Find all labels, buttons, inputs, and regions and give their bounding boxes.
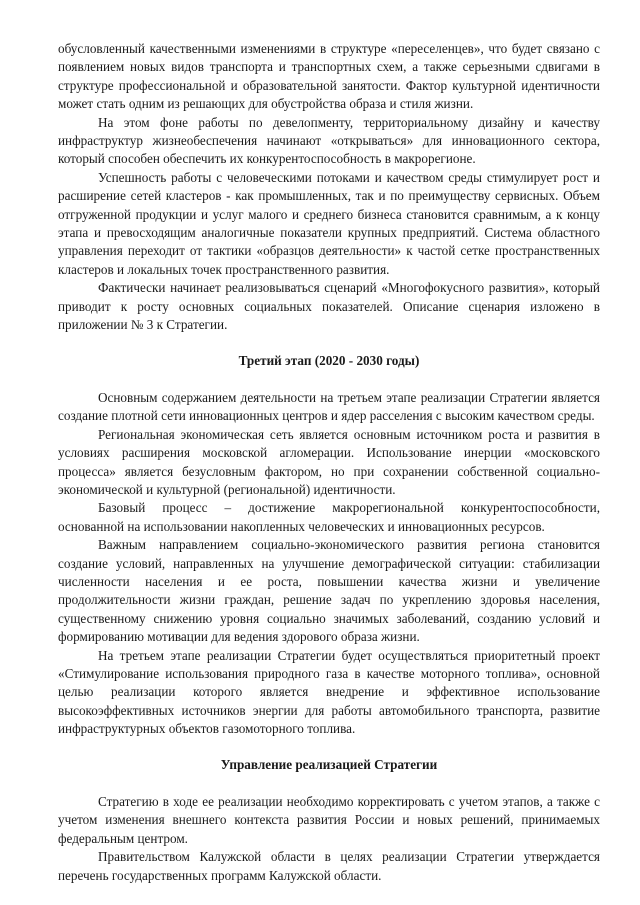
paragraph: Базовый процесс – достижение макрорегиональной конкурентоспособности, основанной на использовании накопленных человеческих и инновационных ресурсов. [58, 500, 600, 534]
section-heading-management: Управление реализацией Стратегии [220, 756, 438, 772]
spacer [58, 370, 600, 389]
paragraph: На третьем этапе реализации Стратегии будет осуществляться приоритетный проект «Стимулирование использования природного газа в качестве моторного топлива», основной целью реализации которого является внедрение и эффективное использование высокоэффективных источников энергии для работы автомобильного транспорта, развитие инфраструктурных объектов газомоторного топлива. [58, 647, 600, 737]
spacer [58, 335, 600, 352]
paragraph: Успешность работы с человеческими потоками и качеством среды стимулирует рост и расширение сетей кластеров - как промышленных, так и по преимуществу сервисных. Объем отгруженной продукции и услуг малого и среднего бизнеса становится сравнимым, а к концу этапа и превосходящим аналогичные показатели крупных предприятий. Система областного управления переходит от тактики «образцов деятельности» к частой сетке пространственных кластеров и локальных точек пространственного развития. [58, 169, 600, 277]
paragraph: Стратегию в ходе ее реализации необходимо корректировать с учетом этапов, а также с учетом изменения внешнего контекста развития России и новых решений, принимаемых федеральным центром. [58, 794, 600, 846]
section-heading-stage3: Третий этап (2020 - 2030 годы) [238, 352, 420, 368]
spacer [58, 739, 600, 756]
paragraph: Основным содержанием деятельности на третьем этапе реализации Стратегии является создание плотной сети инновационных центров и ядер расселения с высоким качеством среды. [58, 389, 600, 424]
spacer [58, 774, 600, 793]
paragraph: Фактически начинает реализовываться сценарий «Многофокусного развития», который приводит к росту основных социальных показателей. Описание сценария изложено в приложении № 3 к Стратегии. [58, 280, 600, 333]
paragraph: На этом фоне работы по девелопменту, территориальному дизайну и качеству инфраструктур жизнеобеспечения начинают «открываться» для инновационного сектора, который способен обеспечить их конкурентоспособность в макрорегионе. [58, 114, 600, 167]
paragraph: Правительством Калужской области в целях реализации Стратегии утверждается перечень государственных программ Калужской области. [58, 849, 600, 883]
paragraph: обусловленный качественными изменениями в структуре «переселенцев», что будет связано с появлением новых видов транспорта и транспортных схем, а также серьезными сдвигами в структуре профессиональной и образовательной занятости. Фактор культурной идентичности может стать одним из решающих для обустройства образа и стиля жизни. [58, 41, 600, 112]
paragraph: Важным направлением социально-экономического развития региона становится создание условий, направленных на улучшение демографической ситуации: стабилизации численности населения и ее роста, повышении качества жизни и увеличение продолжительности жизни граждан, решение задач по укреплению здоровья населения, существенному снижению уровня социально значимых заболеваний, созданию условий и формированию мотивации для ведения здорового образа жизни. [58, 537, 600, 645]
paragraph: Региональная экономическая сеть является основным источником роста и развития в условиях расширения московской агломерации. Использование инерции «московского процесса» является безусловным фактором, но при сохранении собственной социально-экономической и культурной (региональной) идентичности. [58, 426, 600, 497]
